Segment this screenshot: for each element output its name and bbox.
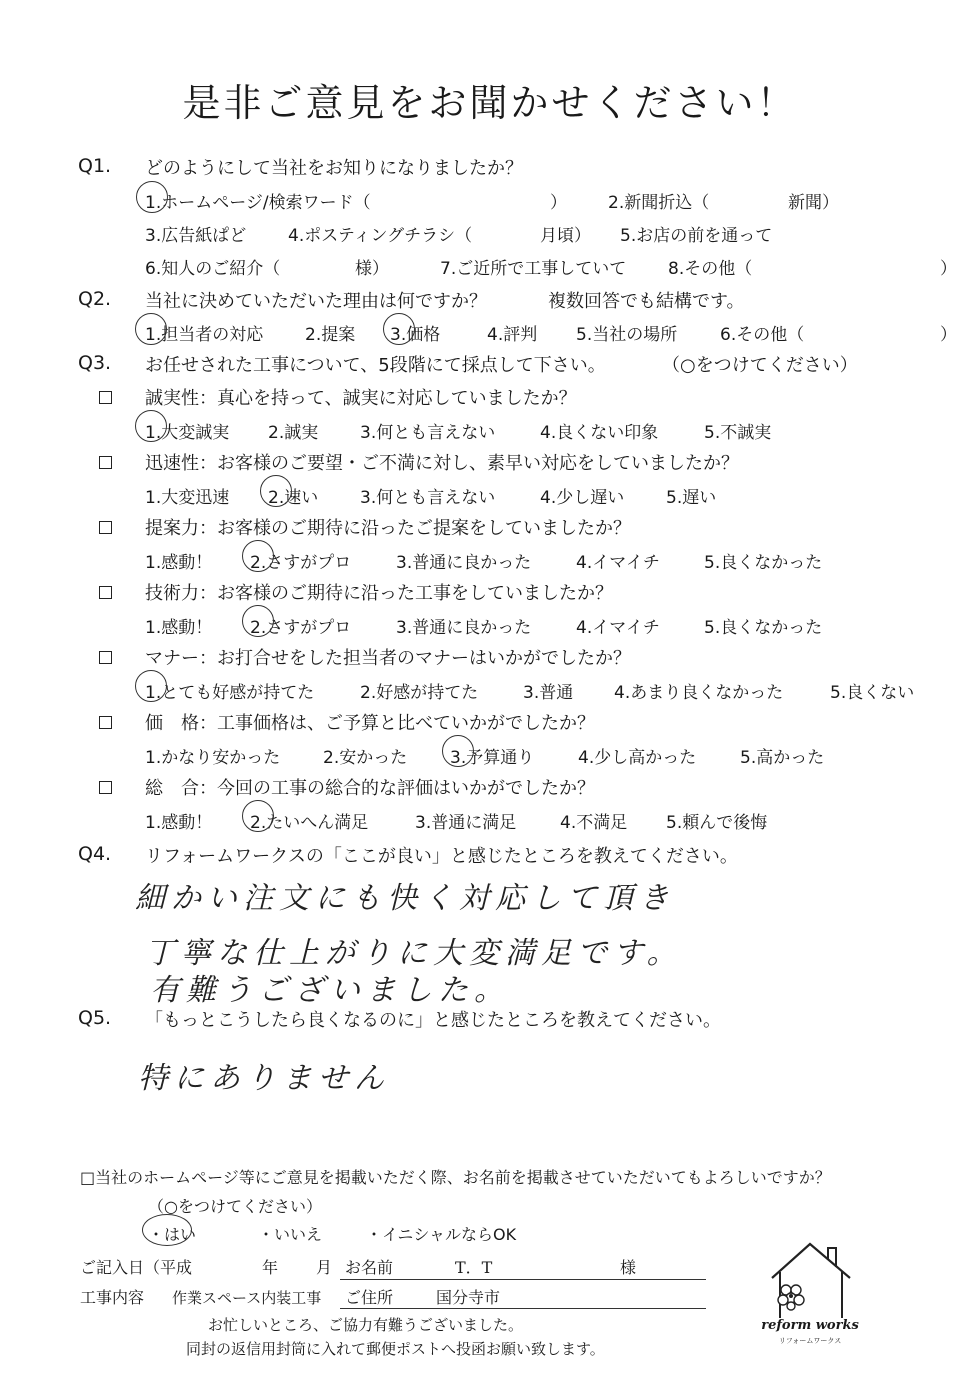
q2-option-4: 4.評判 (487, 325, 538, 345)
q1-option-8: 8.その他（ (668, 259, 753, 279)
q1-option-6-end: 様） (355, 259, 389, 279)
q1-option-6: 6.知人のご紹介（ (145, 259, 281, 279)
q3-item-option: 1.とても好感が持てた (145, 683, 315, 703)
q3-item-option: 1.かなり安かった (145, 748, 281, 768)
address-underline (340, 1308, 706, 1309)
work-label: 工事内容 (80, 1288, 145, 1307)
address-label: ご住所 (345, 1288, 394, 1307)
q5-answer: 特にありません (138, 1061, 390, 1096)
q3-item-option: 5.良くない (830, 683, 915, 703)
selection-circle (136, 181, 168, 213)
q1-option-2-end: 新聞） (788, 193, 839, 213)
q2-option-5: 5.当社の場所 (576, 325, 678, 345)
q3-item-option: 4.少し遅い (540, 488, 625, 508)
q3-item-option: 5.良くなかった (704, 553, 823, 573)
q1-paren-close: ） (550, 193, 567, 213)
selection-circle (242, 605, 274, 637)
q3-item-question: 迅速性：お客様のご要望・ご不満に対し、素早い対応をしていましたか？ (145, 453, 739, 474)
reform-works-logo (750, 1238, 870, 1358)
q1-option-7: 7.ご近所で工事していて (440, 259, 627, 279)
q1-number: Q1. (78, 155, 112, 177)
q3-item-option: 4.あまり良くなかった (614, 683, 784, 703)
q3-number: Q3. (78, 352, 112, 374)
date-label: ご記入日（平成 (80, 1258, 193, 1277)
q3-item-option: 2.さすがプロ (250, 553, 352, 573)
name-suffix: 様 (620, 1258, 637, 1277)
footer-instruction: 同封の返信用封筒に入れて郵便ポストへ投函お願い致します。 (186, 1340, 605, 1358)
q1-option-8-end: ） (940, 259, 957, 279)
q4-answer-line-2: 丁寧な仕上がりに大変満足です。 (145, 936, 683, 971)
q4-answer-line-1: 細かい注文にも快く対応して頂き (135, 881, 675, 916)
q3-item-option: 5.高かった (740, 748, 825, 768)
q3-note: （○をつけてください） (662, 355, 858, 376)
address-value: 国分寺市 (436, 1288, 501, 1307)
q3-item-option: 4.不満足 (560, 813, 628, 833)
q2-note: 複数回答でも結構です。 (548, 291, 745, 312)
q3-item-question: 誠実性：真心を持って、誠実に対応していましたか？ (145, 388, 577, 409)
q4-answer-line-3: 有難うございました。 (150, 973, 510, 1008)
q3-item-option: 2.安かった (323, 748, 408, 768)
checkbox (99, 521, 112, 534)
q3-item-option: 4.イマイチ (576, 553, 660, 573)
q3-item-option: 3.何とも言えない (360, 488, 496, 508)
logo-subtext: リフォームワークス (778, 1337, 842, 1345)
page-title: 是非ご意見をお聞かせください！ (182, 81, 798, 125)
q3-item-question: マナー：お打合せをした担当者のマナーはいかがでしたか？ (145, 648, 631, 669)
q4-question: リフォームワークスの「ここが良い」と感じたところを教えてください。 (145, 846, 738, 867)
q3-item-question: 総 合：今回の工事の総合的な評価はいかがでしたか？ (145, 778, 595, 799)
q3-item-option: 1.感動！ (145, 813, 213, 833)
q2-option-2: 2.提案 (305, 325, 356, 345)
q3-item-option: 2.たいへん満足 (250, 813, 369, 833)
q3-item-option: 5.遅い (666, 488, 717, 508)
q3-item-option: 2.さすがプロ (250, 618, 352, 638)
q1-option-2: 2.新聞折込（ (608, 193, 710, 213)
q3-item-option: 1.感動！ (145, 553, 213, 573)
consent-option-initial: ・イニシャルならOK (366, 1225, 517, 1244)
q5-question: 「もっとこうしたら良くなるのに」と感じたところを教えてください。 (145, 1010, 721, 1031)
q3-item-option: 4.良くない印象 (540, 423, 659, 443)
selection-circle (135, 670, 167, 702)
selection-circle (260, 475, 292, 507)
q2-option-6: 6.その他（ (720, 325, 805, 345)
q3-item-option: 4.少し高かった (578, 748, 697, 768)
selection-circle (135, 313, 167, 345)
q3-item-option: 5.良くなかった (704, 618, 823, 638)
name-label: お名前 (345, 1258, 394, 1277)
logo-text: reform works (761, 1318, 859, 1333)
q3-item-option: 2.速い (268, 488, 319, 508)
work-value: 作業スペース内装工事 (172, 1289, 322, 1307)
q3-item-option: 3.予算通り (450, 748, 535, 768)
checkbox (99, 651, 112, 664)
q1-option-4: 4.ポスティングチラシ（ (288, 226, 473, 246)
q3-item-option: 3.普通に良かった (396, 618, 532, 638)
date-month-label: 月 (316, 1258, 333, 1277)
consent-option-no: ・いいえ (258, 1225, 323, 1244)
q3-item-option: 5.頼んで後悔 (666, 813, 768, 833)
q3-item-option: 1.感動！ (145, 618, 213, 638)
q3-item-option: 3.普通に満足 (415, 813, 517, 833)
q3-question: お任せされた工事について、5段階にて採点して下さい。 (145, 355, 606, 376)
q1-question: どのようにして当社をお知りになりましたか？ (145, 158, 523, 179)
checkbox (99, 781, 112, 794)
selection-circle (383, 313, 415, 345)
footer-thanks: お忙しいところ、ご協力有難うございました。 (208, 1316, 524, 1334)
consent-option-yes: ・はい (148, 1225, 197, 1244)
q3-item-option: 3.何とも言えない (360, 423, 496, 443)
checkbox (99, 586, 112, 599)
consent-question: □当社のホームページ等にご意見を掲載いただく際、お名前を掲載させていただいてもよろしいですか？ (80, 1168, 831, 1187)
date-year-label: 年 (262, 1258, 279, 1277)
selection-circle (135, 410, 167, 442)
q2-number: Q2. (78, 288, 112, 310)
house-icon (750, 1238, 870, 1323)
q3-item-option: 2.誠実 (268, 423, 319, 443)
q3-item-option: 5.不誠実 (704, 423, 772, 443)
q3-item-option: 1.大変誠実 (145, 423, 230, 443)
selection-circle (142, 1214, 192, 1246)
checkbox (99, 391, 112, 404)
q5-number: Q5. (78, 1007, 112, 1029)
q1-option-5: 5.お店の前を通って (620, 226, 773, 246)
q2-option-3: 3.価格 (390, 325, 441, 345)
name-underline (340, 1279, 706, 1280)
q2-option-6-end: ） (940, 325, 957, 345)
selection-circle (242, 540, 274, 572)
q1-option-3: 3.広告紙ぱど (145, 226, 247, 246)
checkbox (99, 716, 112, 729)
q1-option-1: 1.ホームページ/検索ワード（ (145, 193, 371, 213)
q1-option-4-end: 月頃） (540, 226, 591, 246)
q3-item-option: 4.イマイチ (576, 618, 660, 638)
q3-item-option: 2.好感が持てた (360, 683, 479, 703)
selection-circle (442, 735, 474, 767)
name-value: T．T (455, 1258, 493, 1277)
q2-option-1: 1.担当者の対応 (145, 325, 264, 345)
q3-item-question: 技術力：お客様のご期待に沿った工事をしていましたか？ (145, 583, 613, 604)
consent-note: （○をつけてください） (148, 1197, 322, 1216)
q4-number: Q4. (78, 843, 112, 865)
q3-item-option: 1.大変迅速 (145, 488, 230, 508)
checkbox (99, 456, 112, 469)
selection-circle (242, 800, 274, 832)
q3-item-option: 3.普通 (523, 683, 574, 703)
q3-item-question: 提案力：お客様のご期待に沿ったご提案をしていましたか？ (145, 518, 631, 539)
q2-question: 当社に決めていただいた理由は何ですか？ (145, 291, 487, 312)
q3-item-option: 3.普通に良かった (396, 553, 532, 573)
q3-item-question: 価 格：工事価格は、ご予算と比べていかがでしたか？ (145, 713, 595, 734)
